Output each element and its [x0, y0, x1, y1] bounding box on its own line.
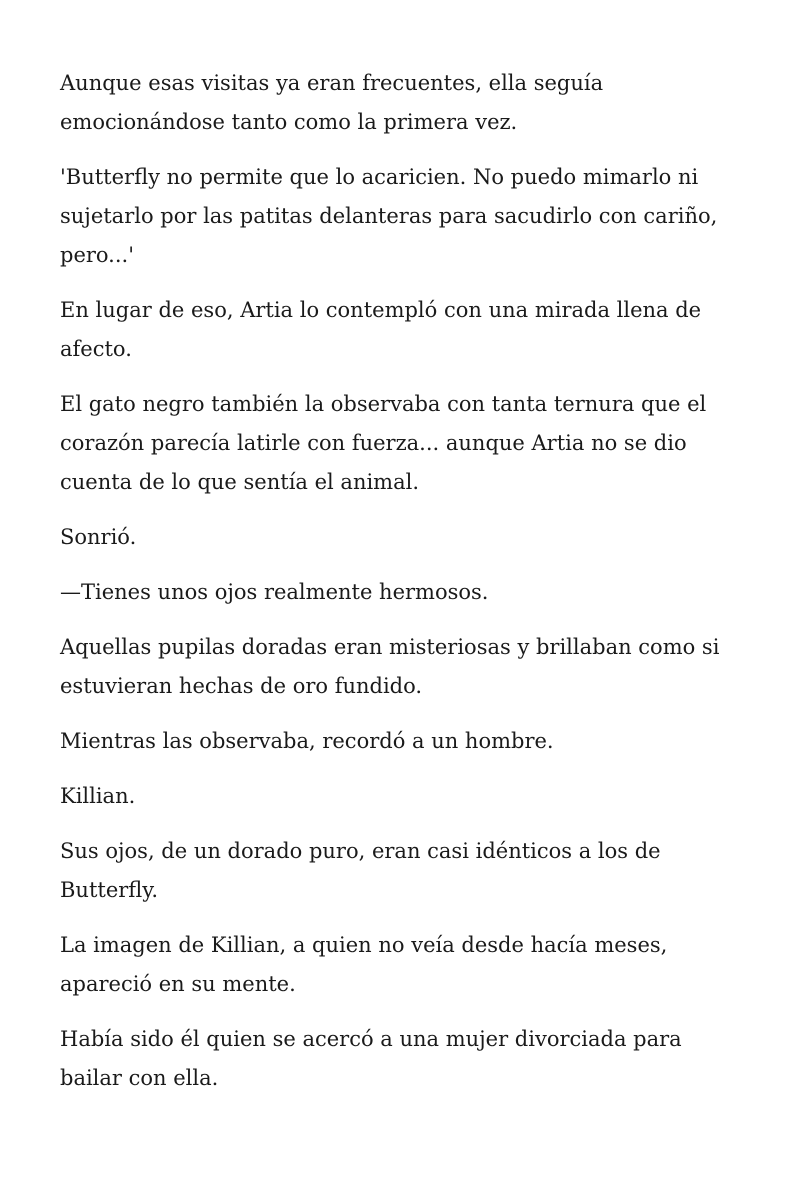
paragraph: —Tienes unos ojos realmente hermosos. — [60, 580, 489, 604]
paragraph: Sonrió. — [60, 525, 137, 549]
paragraph: Aunque esas visitas ya eran frecuentes, ella seguía emocionándose tanto como la primera vez. — [60, 71, 604, 134]
paragraph: Killian. — [60, 784, 136, 808]
paragraph: En lugar de eso, Artia lo contempló con una mirada llena de afecto. — [60, 298, 702, 361]
text-body — [60, 64, 750, 1098]
paragraph: La imagen de Killian, a quien no veía desde hacía meses, apareció en su mente. — [60, 933, 668, 996]
paragraph: 'Butterfly no permite que lo acaricien. No puedo mimarlo ni sujetarlo por las patitas delanteras para sacudirlo con cariño, pero...' — [60, 165, 718, 267]
paragraph: Aquellas pupilas doradas eran misteriosas y brillaban como si estuvieran hechas de oro fundido. — [60, 635, 720, 698]
paragraph: El gato negro también la observaba con tanta ternura que el corazón parecía latirle con fuerza... aunque Artia no se dio cuenta de lo que sentía el animal. — [60, 392, 707, 494]
paragraph: Sus ojos, de un dorado puro, eran casi idénticos a los de Butterfly. — [60, 839, 661, 902]
paragraph: Había sido él quien se acercó a una mujer divorciada para bailar con ella. — [60, 1027, 682, 1090]
paragraph: Mientras las observaba, recordó a un hombre. — [60, 729, 554, 753]
